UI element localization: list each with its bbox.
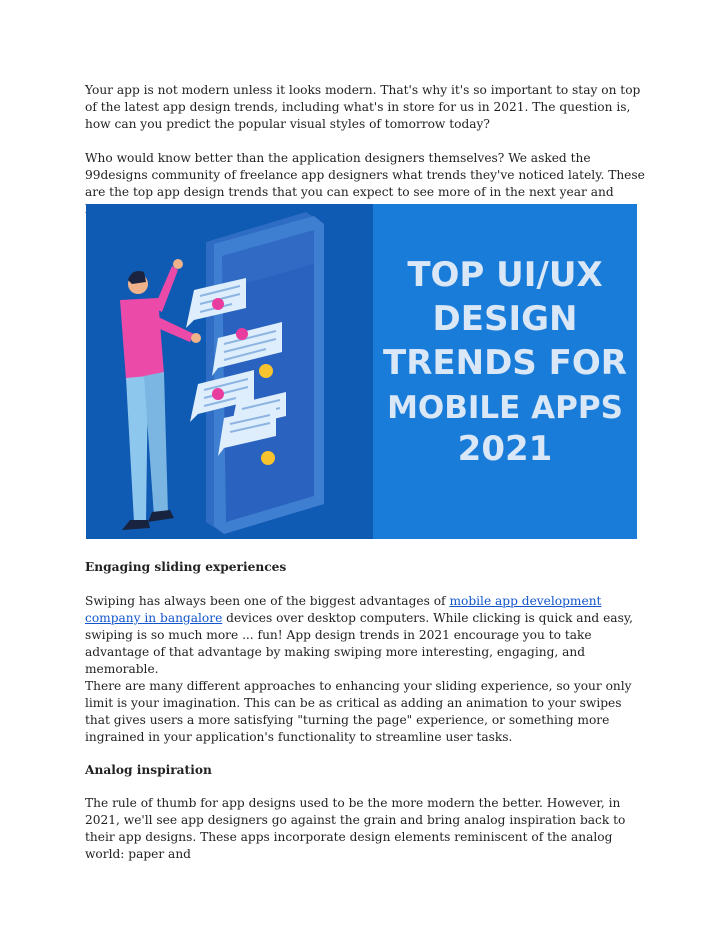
intro-paragraph-1: Your app is not modern unless it looks modern. That's why it's so important to stay on top of the latest app design trends, including what's in store for us in 2021. The question is, how can you predict the popular visual styles of tomorrow today? [85, 83, 641, 131]
hero-title-line: DESIGN [432, 299, 578, 339]
yellow-dot-icon [261, 451, 275, 465]
section-heading-sliding: Engaging sliding experiences [85, 560, 287, 574]
hero-title-line: MOBILE APPS [387, 390, 623, 426]
sliding-paragraph-1-text-before: Swiping has always been one of the biggest advantages of [85, 594, 450, 608]
intro-paragraph-2: Who would know better than the application designers themselves? We asked the 99designs community of freelance app designers what trends they've noticed lately. These are the top app design trends that you can expect to see more of in the next year and [85, 151, 645, 199]
sliding-paragraph-1-text-after: devices over desktop computers. While clicking is quick and easy, swiping is so much more ... fun! App design trends in 2021 encourage you to take advantage of that advantage by making swiping more interesting, engaging, and memorable. [85, 611, 633, 676]
hero-title-line: TOP UI/UX [407, 255, 603, 295]
pink-dot-icon [212, 388, 224, 400]
hero-image [86, 204, 637, 539]
analog-paragraph-1: The rule of thumb for app designs used to be the more modern the better. However, in 2021, we'll see app designers go against the grain and bring analog inspiration back to their app designs. These apps incorporate design elements reminiscent of the analog world: paper and [85, 796, 626, 861]
pink-dot-icon [212, 298, 224, 310]
pink-dot-icon [236, 328, 248, 340]
yellow-dot-icon [259, 364, 273, 378]
sliding-paragraph-1 [85, 593, 645, 678]
mobile-app-development-link[interactable]: mobile app development company in bangalore [85, 594, 602, 625]
sliding-paragraph-2: There are many different approaches to enhancing your sliding experience, so your only limit is your imagination. This can be as critical as adding an animation to your swipes that gives users a more satisfying "turning the page" experience, or something more ingrained in your application's functionality to streamline user tasks. [85, 679, 632, 744]
section-heading-analog: Analog inspiration [85, 763, 212, 777]
hero-title-line: TRENDS FOR [383, 343, 627, 383]
hero-title-line: 2021 [457, 429, 553, 469]
